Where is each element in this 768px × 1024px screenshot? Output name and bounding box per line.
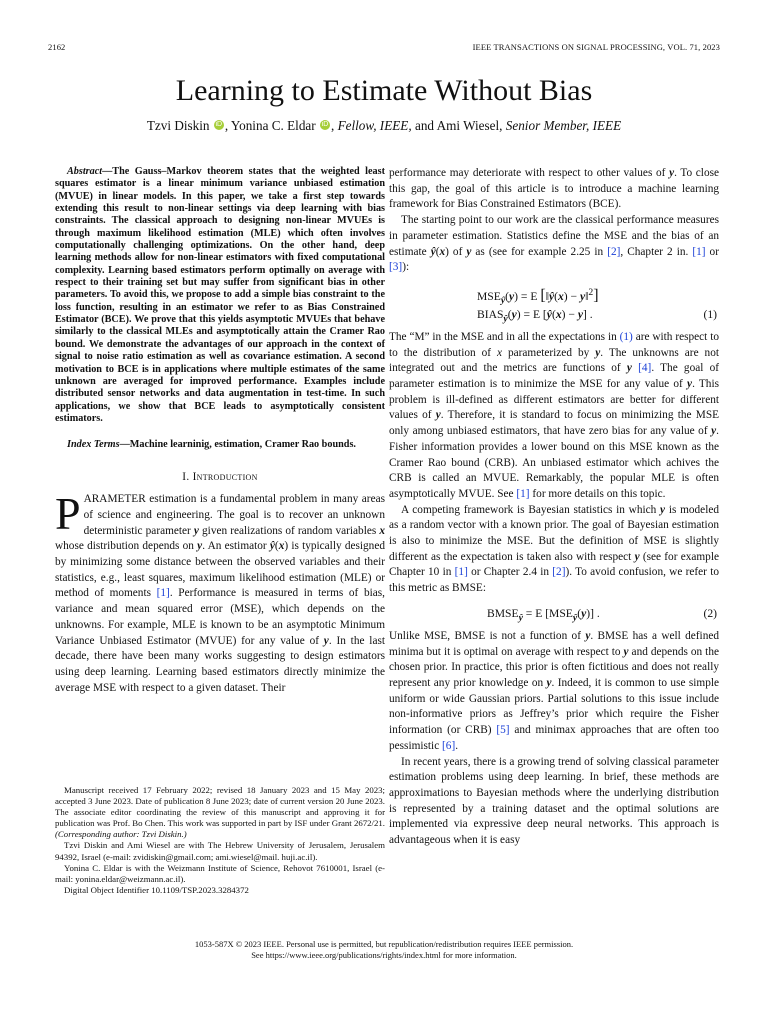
index-terms-text: —Machine learninig, estimation, Cramer Rao bounds. — [119, 439, 356, 451]
orcid-icon[interactable]: iD — [321, 121, 329, 128]
author-wiesel: and Ami Wiesel, — [414, 118, 503, 133]
section-number: I. — [182, 470, 190, 483]
intro-paragraph-1: PARAMETER estimation is a fundamental problem in many areas of science and engineering. The goal is to recover an unknown deterministic parameter y given realizations of random variables x whose distribution depends on y. An estimator ŷ(x) is typically designed by minimizing some distance between the observed variables and their statistics, e.g., least squares, maximum likelihood estimation (MLE) or method of moments [1]. Performance is measured in terms of bias, variance and mean squared error (MSE), which depends on the unknowns. For example, MLE is known to be an asymptotic Minimum Variance Unbiased Estimator (MVUE) for any value of y. In the last decade, there have been many works suggesting to design estimators using deep learning. Learning based estimators directly minimize the average MSE with respect to a given dataset. Their — [55, 488, 386, 694]
abstract — [55, 166, 385, 425]
equation-2 — [389, 603, 719, 625]
author-diskin: Tzvi Diskin — [146, 118, 210, 133]
section-heading — [55, 470, 385, 486]
footnotes — [55, 785, 385, 896]
author-eldar: Yonina C. Eldar — [230, 118, 316, 133]
section-title: Introduction — [192, 470, 258, 483]
body-paragraph-4: A competing framework is Bayesian statistics in which y is modeled as a random vector with a known prior. The goal of Bayesian estimation is also to minimize the MSE. But the definition of MSE is slightly different as the expectation is taken also with respect y (see for example Chapter 10 in [1] or Chapter 2.4 in [2]). To avoid confusion, we refer to this metric as BMSE: — [389, 503, 719, 595]
orcid-icon[interactable]: iD — [215, 121, 223, 128]
footnote-doi: Digital Object Identifier 10.1109/TSP.2023.3284372 — [64, 884, 249, 895]
index-terms-lead: Index Terms — [67, 439, 120, 451]
footnote-manuscript: Manuscript received 17 February 2022; revised 18 January 2023 and 15 May 2023; accepted 3 June 2023. Date of publication 8 June 2023; date of current version 20 June 2023. The associate editor coordinating the review of this manuscript and approving it for publication was Prof. Bo Chen. This work was supported in part by ISF under Grant 2672/21. (Corresponding author: Tzvi Diskin.) — [55, 785, 385, 840]
paper-title: Learning to Estimate Without Bias — [175, 74, 593, 107]
body-paragraph-2: The starting point to our work are the classical performance measures in parameter estimation. Statistics define the MSE and the bias of an estimate ŷ(x) of y as (see for example 2.25 in [2], Chapter 2 in. [1] or [3]): — [389, 214, 719, 274]
left-column — [55, 166, 385, 696]
body-paragraph-3: The “M” in the MSE and in all the expectations in (1) are with respect to to the distribution of x parameterized by y. The unknowns are not integrated out and the metrics are functions of y [4]. The goal of parameter estimation is to minimize the MSE for any value of y. This problem is ill-defined as different estimators are better for different values of y. Therefore, it is standard to focus on minimizing the MSE only among unbiased estimators, that have zero bias for any value of y. Fisher information provides a lower bound on this MSE known as the Cramer Rao bound (CRB). An unbiased estimator which achives the CRB is called an MVUE. Remarkably, the popular MLE is often asymptotically MVUE. See [1] for more details on this topic. — [389, 330, 720, 500]
citation-link[interactable]: [4] — [638, 362, 652, 375]
copyright-footer — [0, 939, 768, 961]
citation-link[interactable]: [5] — [496, 724, 510, 737]
citation-link[interactable]: [6] — [442, 739, 456, 752]
footnote-affiliation-2: Yonina C. Eldar is with the Weizmann Institute of Science, Rehovot 7610001, Israel (e-mail: yonina.eldar@weizmann.ac.il). — [55, 862, 385, 884]
equation-number: (2) — [703, 606, 717, 620]
corresponding-author: (Corresponding author: Tzvi Diskin.) — [55, 829, 187, 840]
footnote-affiliation-1: Tzvi Diskin and Ami Wiesel are with The Hebrew University of Jerusalem, Jerusalem 94392, Israel (e-mail: zvidiskin@gmail.com; ami.wiesel@mail. huji.ac.il). — [55, 840, 385, 862]
equation-link[interactable]: (1) — [619, 330, 633, 343]
body-paragraph-1: performance may deteriorate with respect to other values of y. To close this gap, the goal of this article is to introduce a machine learning framework for Bias Constrained Estimators (BCE). — [389, 167, 719, 211]
equation-bias: $BIAS_ŷ(y) = E$ [ŷ(x) − y] . (1) — [477, 307, 717, 325]
drop-cap: P — [55, 488, 81, 540]
citation-link[interactable]: [2] — [607, 245, 621, 258]
right-column — [389, 166, 719, 849]
citation-link[interactable]: [2] — [552, 566, 566, 579]
page-number: 2162 — [48, 42, 66, 52]
copyright-line: 1053-587X © 2023 IEEE. Personal use is permitted, but republication/redistribution requires IEEE permission. — [194, 939, 574, 949]
citation-link[interactable]: [1] — [516, 487, 530, 500]
index-terms — [55, 439, 385, 451]
equation-mse: $MSE_ŷ(y) = E$ [‖ŷ(x) − y‖$^2$] — [477, 286, 599, 307]
citation-link[interactable]: [1] — [156, 587, 170, 600]
body-paragraph-5: Unlike MSE, BMSE is not a function of y. BMSE has a well defined minima but it is optimal on average with respect to y and depends on the chosen prior. In practice, this prior is often fictitious and does not really represent any prior knowledge on y. Indeed, it is common to use simple uniform or wide Gaussian priors. Partial solutions to this issue include non-informative priors as Jeffrey’s prior which require the Fisher information (or CRB) [5] and minimax approaches that are often too pessimistic [6]. — [389, 629, 720, 752]
rights-link[interactable]: See https://www.ieee.org/publications/rights/index.html for more information. — [251, 950, 517, 960]
journal-header: IEEE TRANSACTIONS ON SIGNAL PROCESSING, VOL. 71, 2023 — [472, 42, 720, 52]
abstract-lead: Abstract — [67, 166, 103, 177]
body-paragraph-6: In recent years, there is a growing trend of solving classical parameter estimation problems using deep learning. In brief, these methods are approximations to Bayesian methods where the underlying distribution is represented by a training dataset and the optimal solutions are implemented via expressive deep neural networks. This approach is advantageous when it is easy — [389, 755, 719, 847]
author-eldar-role: Fellow, IEEE, — [337, 118, 412, 133]
author-wiesel-role: Senior Member, IEEE — [505, 118, 622, 133]
citation-link[interactable]: [1] — [454, 566, 468, 579]
citation-link[interactable]: [3] — [389, 261, 403, 274]
equation-1 — [389, 282, 719, 326]
first-word: ARAMETER — [83, 493, 146, 506]
citation-link[interactable]: [1] — [692, 245, 706, 258]
equation-number: (1) — [703, 307, 717, 321]
equation-bmse: $BMSE_ŷ = E$ $[MSE_ŷ(y)]$ . (2) — [487, 606, 717, 624]
abstract-text: —The Gauss–Markov theorem states that the weighted least squares estimator is a linear minimum variance unbiased estimation (MVUE) in linear models. In this paper, we take a first step towards extending this result to non-linear settings via deep learning with bias constraints. The classical approach to designing non-linear MVUEs is through maximum likelihood estimation (MLE) which often involves computationally challenging optimizations. On the other hand, deep learning methods allow for non-linear estimators with fixed computational complexity. Learning based estimators perform optimally on average with respect to their training set but may suffer from significant bias in other parameters. To avoid this, we propose to add a simple bias constraint to the loss function, resulting in an estimator we refer to as Bias Constrained Estimator (BCE). We prove that this yields asymptotic MVUEs that behave similarly to the classical MLEs and asymptotically attain the Cramer Rao bound. We demonstrate the advantages of our approach in the context of signal to noise ratio estimation as well as covariance estimation. A second motivation to BCE is in applications where multiple estimates of the same unknown are averaged for improved performance. Examples include distributed sensor networks and data augmentation in test-time. In such applications, we show that BCE leads to asymptotically consistent estimators. — [55, 166, 385, 424]
author-line: Tzvi Diskin iD , Yonina C. Eldar iD , Fellow, IEEE, and Ami Wiesel, Senior Member, IEEE — [146, 118, 622, 133]
